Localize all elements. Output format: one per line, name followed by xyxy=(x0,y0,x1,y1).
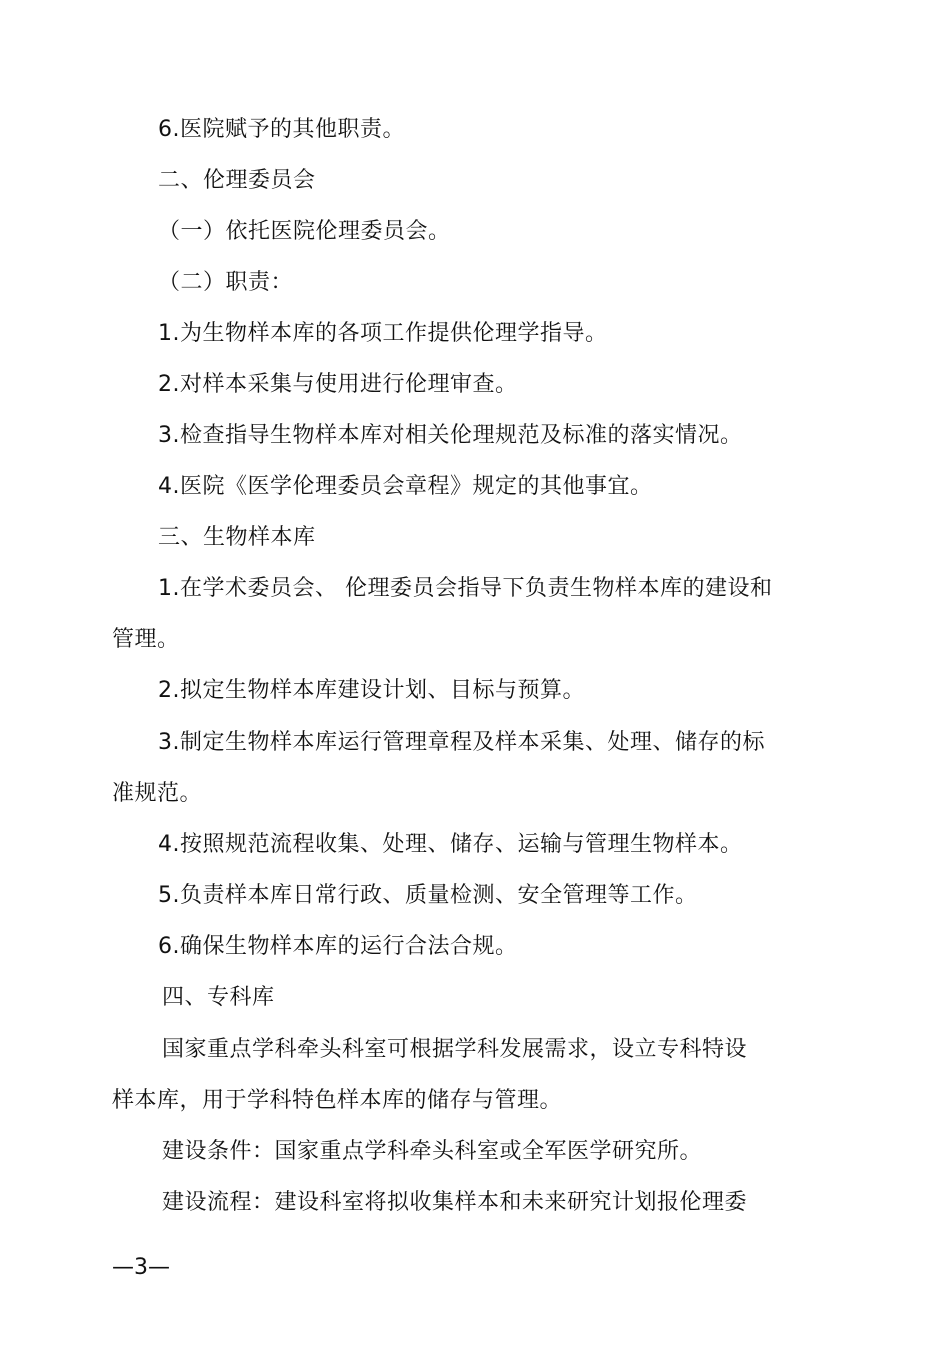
text-line: 5.负责样本库日常行政、质量检测、安全管理等工作。 xyxy=(158,883,698,908)
text-line: 国家重点学科牵头科室可根据学科发展需求，设立专科特设 xyxy=(162,1037,748,1062)
section-heading: 二、伦理委员会 xyxy=(158,168,316,193)
section-heading: 三、生物样本库 xyxy=(158,525,316,550)
section-heading: 四、专科库 xyxy=(162,985,275,1010)
text-line: 1.为生物样本库的各项工作提供伦理学指导。 xyxy=(158,321,608,346)
text-line: （一）依托医院伦理委员会。 xyxy=(158,219,451,244)
text-line: （二）职责： xyxy=(158,270,294,295)
text-line: 4.按照规范流程收集、处理、储存、运输与管理生物样本。 xyxy=(158,832,743,857)
text-line: 3.检查指导生物样本库对相关伦理规范及标准的落实情况。 xyxy=(158,423,743,448)
text-line: 样本库，用于学科特色样本库的储存与管理。 xyxy=(112,1088,563,1113)
text-line: 2.对样本采集与使用进行伦理审查。 xyxy=(158,372,518,397)
text-line: 管理。 xyxy=(112,627,180,652)
text-line: 6.医院赋予的其他职责。 xyxy=(158,117,405,142)
text-line: 3.制定生物样本库运行管理章程及样本采集、处理、储存的标 xyxy=(158,730,765,755)
text-line: 建设流程：建设科室将拟收集样本和未来研究计划报伦理委 xyxy=(162,1190,748,1215)
text-line: 建设条件：国家重点学科牵头科室或全军医学研究所。 xyxy=(162,1139,703,1164)
text-line: 4.医院《医学伦理委员会章程》规定的其他事宜。 xyxy=(158,474,653,499)
text-line: 1.在学术委员会、 伦理委员会指导下负责生物样本库的建设和 xyxy=(158,576,773,601)
text-line: 2.拟定生物样本库建设计划、目标与预算。 xyxy=(158,678,585,703)
text-line: 准规范。 xyxy=(112,781,203,806)
page-number: —3— xyxy=(112,1255,170,1280)
text-line: 6.确保生物样本库的运行合法合规。 xyxy=(158,934,518,959)
